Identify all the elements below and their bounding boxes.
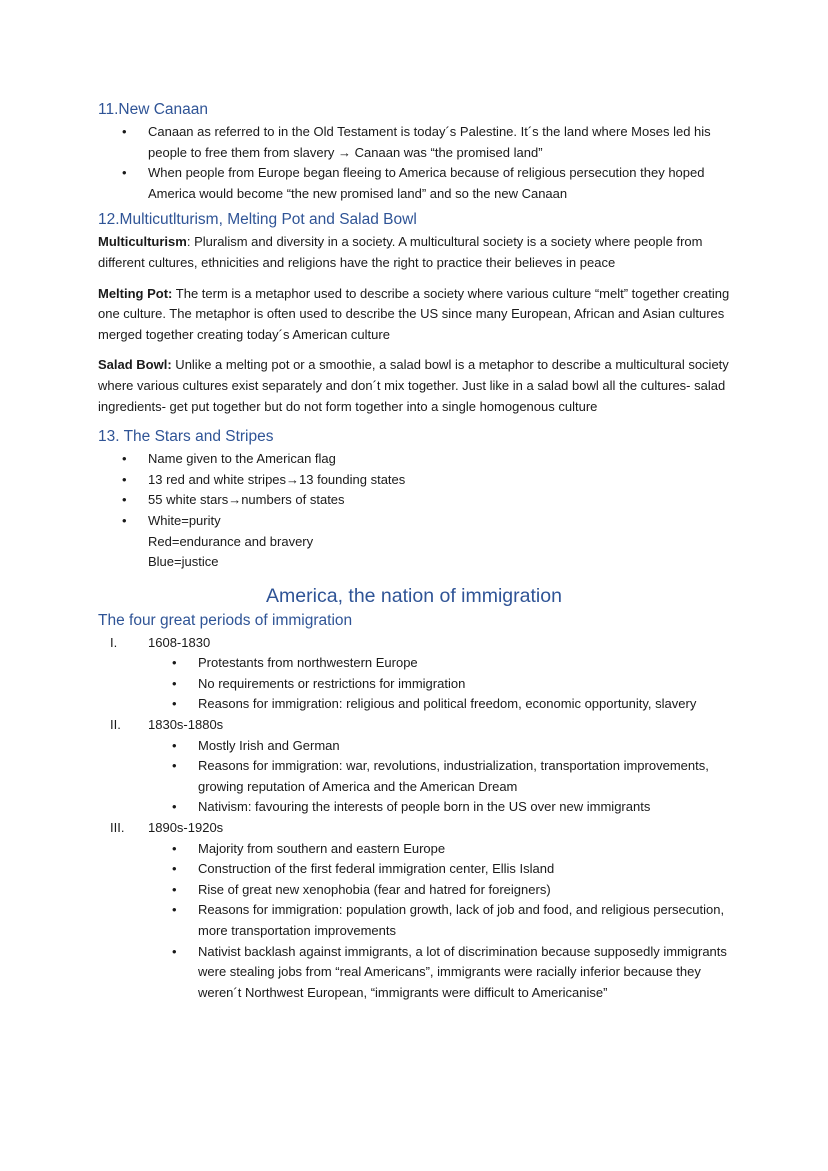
bullet-list bbox=[98, 736, 730, 818]
heading-new-canaan: 11.New Canaan bbox=[98, 101, 209, 118]
bullet-icon: • bbox=[122, 165, 127, 181]
heading-periods: The four great periods of immigration bbox=[98, 611, 353, 629]
list-item: • When people from Europe began fleeing to America because of religious persecution they hoped America would become “the new promised land” and so the new Canaan bbox=[122, 165, 705, 201]
roman-numeral: I. bbox=[110, 634, 118, 650]
section-periods bbox=[98, 611, 730, 1004]
list-item: • Rise of great new xenophobia (fear and hatred for foreigners) bbox=[98, 880, 730, 901]
list-item: • Protestants from northwestern Europe bbox=[98, 653, 730, 674]
bullet-icon: • bbox=[172, 861, 177, 877]
list-item: • No requirements or restrictions for immigration bbox=[98, 674, 730, 695]
term: Melting Pot: bbox=[98, 285, 173, 301]
list-item-continuation: Blue=justice bbox=[148, 554, 219, 570]
section-new-canaan bbox=[98, 100, 730, 204]
list-item: • Name given to the American flag bbox=[98, 449, 730, 470]
list-item: • Nativism: favouring the interests of people born in the US over new immigrants bbox=[98, 797, 730, 818]
bullet-list bbox=[98, 122, 730, 204]
list-item: • Construction of the first federal immigration center, Ellis Island bbox=[98, 859, 730, 880]
heading-stars-and-stripes: 13. The Stars and Stripes bbox=[98, 428, 274, 446]
list-item: • White=purity Red=endurance and bravery Blue=justice bbox=[98, 511, 730, 573]
heading-multiculturism: 12.Multicutlturism, Melting Pot and Salad Bowl bbox=[98, 211, 417, 229]
bullet-icon: • bbox=[172, 758, 177, 774]
bullet-icon: • bbox=[172, 696, 177, 712]
list-item: • Reasons for immigration: religious and political freedom, economic opportunity, slavery bbox=[98, 694, 730, 715]
list-item: • Nativist backlash against immigrants, a lot of discrimination because supposedly immigrants were stealing jobs from “real Americans”, immigrants were racially inferior because they weren´t Northwest European, “immigrants were difficult to Americanise” bbox=[172, 943, 727, 1000]
bullet-icon: • bbox=[172, 655, 177, 671]
bullet-icon: • bbox=[172, 737, 177, 753]
list-item: • Canaan as referred to in the Old Testament is today´s Palestine. It´s the land where Moses led his people to free them from slavery → Canaan was “the promised land” bbox=[122, 124, 711, 160]
list-item: • Reasons for immigration: war, revolutions, industrialization, transportation improvements, growing reputation of America and the American Dream bbox=[172, 758, 709, 794]
bullet-list bbox=[98, 449, 730, 573]
roman-numeral: II. bbox=[110, 717, 121, 733]
section-stars-and-stripes bbox=[98, 427, 730, 573]
paragraph-multiculturism: Multiculturism: Pluralism and diversity in a society. A multicultural society is a society where people from different cultures, ethnicities and religions have the right to practice their believes in peace bbox=[98, 234, 703, 270]
document-page bbox=[98, 100, 730, 1003]
bullet-icon: • bbox=[172, 675, 177, 691]
bullet-icon: • bbox=[122, 124, 127, 139]
main-heading: America, the nation of immigration bbox=[266, 584, 562, 607]
paragraph-melting-pot: Melting Pot: The term is a metaphor used to describe a society where various culture “melt” together creating one culture. The metaphor is often used to describe the US since many European, African and Asian cultures merged together creating today´s American culture bbox=[98, 285, 730, 342]
list-item: • Reasons for immigration: population growth, lack of job and food, and religious persecution, more transportation improvements bbox=[172, 902, 725, 938]
term: Multiculturism bbox=[98, 234, 187, 250]
list-item-continuation: Red=endurance and bravery bbox=[148, 533, 314, 549]
bullet-icon: • bbox=[122, 492, 127, 508]
bullet-icon: • bbox=[172, 881, 177, 897]
bullet-list bbox=[98, 839, 730, 1004]
bullet-icon: • bbox=[172, 799, 177, 815]
list-item: • 55 white stars→numbers of states bbox=[98, 490, 730, 511]
bullet-icon: • bbox=[122, 471, 127, 487]
period-item: I. 1608-1830 bbox=[98, 633, 730, 654]
list-item: • Majority from southern and eastern Europe bbox=[98, 839, 730, 860]
bullet-icon: • bbox=[172, 943, 177, 959]
bullet-icon: • bbox=[172, 840, 177, 856]
period-item: II. 1830s-1880s bbox=[98, 715, 730, 736]
bullet-icon: • bbox=[172, 902, 177, 918]
roman-numeral: III. bbox=[110, 820, 125, 836]
bullet-icon: • bbox=[122, 451, 127, 467]
bullet-icon: • bbox=[122, 512, 127, 528]
section-multiculturism bbox=[98, 210, 730, 417]
period-item: III. 1890s-1920s bbox=[98, 818, 730, 839]
bullet-list bbox=[98, 653, 730, 715]
list-item: • Mostly Irish and German bbox=[98, 736, 730, 757]
list-item: • 13 red and white stripes→13 founding states bbox=[98, 470, 730, 491]
paragraph-salad-bowl: Salad Bowl: Unlike a melting pot or a smoothie, a salad bowl is a metaphor to describe a multicultural society where various cultures exist separately and don´t mix together. Just like in a salad bowl all the cultures- salad ingredients- get put together but do not form together into a single homogenous culture bbox=[98, 357, 729, 414]
term: Salad Bowl: bbox=[98, 357, 172, 373]
